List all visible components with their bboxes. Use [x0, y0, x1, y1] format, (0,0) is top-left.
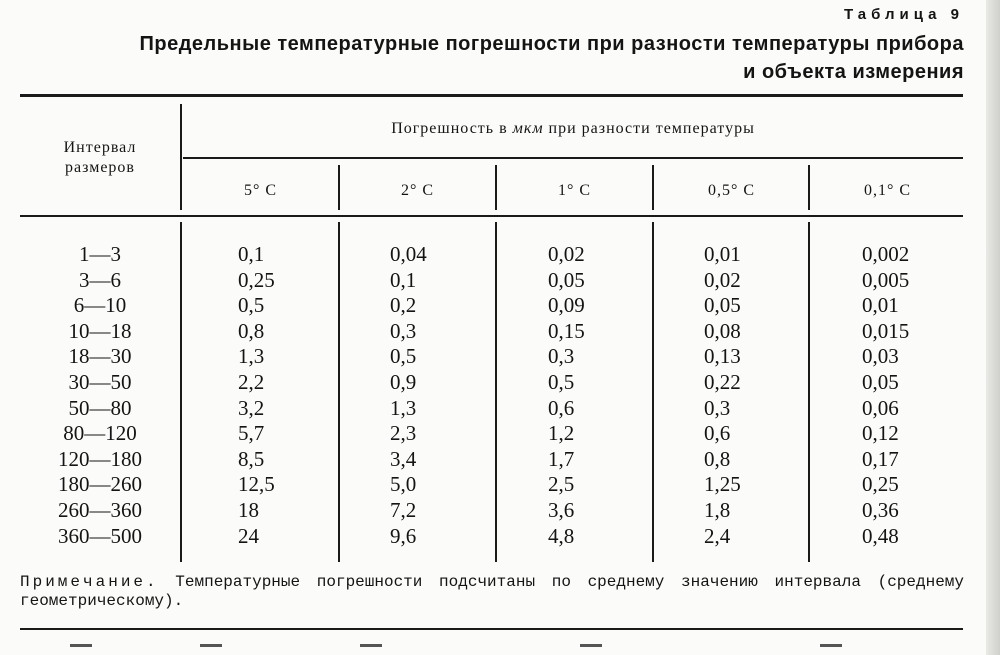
value-cell: 0,12 — [862, 421, 899, 446]
value-cell: 2,4 — [704, 523, 731, 548]
group-header-unit: мкм — [512, 120, 544, 137]
value-cell: 0,3 — [548, 344, 575, 369]
value-cell: 0,005 — [862, 267, 910, 292]
value-cell: 0,8 — [238, 318, 265, 343]
value-cell: 3,6 — [548, 497, 575, 522]
value-cell: 18 — [238, 497, 259, 522]
value-cell: 0,5 — [390, 344, 417, 369]
value-cell: 1,3 — [390, 395, 417, 420]
stub-column-divider — [180, 104, 182, 210]
row-header — [20, 138, 180, 178]
interval-cell: 180—260 — [58, 472, 142, 497]
column-header-0-5c: 0,5° С — [707, 182, 756, 199]
value-cell: 0,3 — [704, 395, 731, 420]
interval-cell: 30—50 — [68, 369, 132, 394]
value-cell: 0,25 — [862, 472, 899, 497]
value-cell: 0,36 — [862, 497, 899, 522]
interval-column — [20, 242, 180, 549]
value-cell: 0,002 — [862, 242, 910, 266]
value-cell: 0,05 — [704, 293, 741, 318]
value-cell: 0,5 — [238, 293, 265, 318]
value-cell: 2,2 — [238, 369, 265, 394]
table-number-label: Таблица 9 — [843, 6, 964, 23]
value-cell: 0,03 — [862, 344, 899, 369]
value-cell: 0,1 — [390, 267, 417, 292]
value-cell: 0,48 — [862, 523, 899, 548]
value-column-0-5c — [704, 242, 741, 549]
value-cell: 2,5 — [548, 472, 575, 497]
value-column-5c — [238, 242, 275, 549]
value-cell: 9,6 — [390, 523, 417, 548]
value-cell: 1,2 — [548, 421, 575, 446]
interval-cell: 80—120 — [63, 421, 137, 446]
header-bottom-rule — [20, 215, 963, 217]
group-header-text-end: при разности температуры — [543, 120, 755, 137]
value-cell: 1,25 — [704, 472, 741, 497]
value-cell: 0,09 — [548, 293, 585, 318]
column-divider — [652, 222, 654, 562]
interval-cell: 260—360 — [58, 497, 142, 522]
value-cell: 0,05 — [548, 267, 585, 292]
value-cell: 0,05 — [862, 369, 899, 394]
value-cell: 0,22 — [704, 369, 741, 394]
group-header-text: Погрешность в — [391, 120, 513, 137]
column-header-0-1c: 0,1° С — [863, 182, 912, 199]
value-cell: 3,4 — [390, 446, 417, 471]
value-cell: 0,25 — [238, 267, 275, 292]
value-cell: 0,17 — [862, 446, 899, 471]
value-cell: 0,13 — [704, 344, 741, 369]
value-cell: 7,2 — [390, 497, 417, 522]
column-divider — [338, 222, 340, 562]
value-cell: 1,8 — [704, 497, 731, 522]
value-cell: 0,2 — [390, 293, 417, 318]
value-cell: 8,5 — [238, 446, 265, 471]
value-column-2c — [390, 242, 427, 549]
interval-cell: 6—10 — [73, 293, 127, 318]
value-cell: 1,3 — [238, 344, 265, 369]
group-header — [183, 119, 963, 139]
value-cell: 0,5 — [548, 369, 575, 394]
note-bottom-rule — [20, 628, 963, 630]
value-cell: 0,3 — [390, 318, 417, 343]
interval-cell: 50—80 — [68, 395, 132, 420]
value-cell: 3,2 — [238, 395, 265, 420]
value-cell: 4,8 — [548, 523, 575, 548]
column-header-5c: 5° С — [243, 182, 278, 199]
value-cell: 0,15 — [548, 318, 585, 343]
column-divider — [808, 222, 810, 562]
interval-cell: 18—30 — [68, 344, 132, 369]
value-cell: 0,015 — [862, 318, 910, 343]
table-title-line-1: Предельные температурные погрешности при разности температуры прибора — [139, 33, 964, 55]
cut-off-next-text — [60, 644, 940, 655]
value-cell: 24 — [238, 523, 259, 548]
value-cell: 0,02 — [704, 267, 741, 292]
value-cell: 0,04 — [390, 242, 427, 266]
table-title-line-2: и объекта измерения — [743, 61, 964, 83]
value-cell: 0,6 — [548, 395, 575, 420]
value-column-0-1c — [862, 242, 909, 549]
column-header-1c: 1° С — [557, 182, 592, 199]
value-cell: 0,02 — [548, 242, 585, 266]
value-column-1c — [548, 242, 585, 549]
value-cell: 5,0 — [390, 472, 417, 497]
page-edge-shadow — [986, 0, 1000, 655]
table-note — [20, 573, 964, 611]
value-cell: 0,08 — [704, 318, 741, 343]
interval-cell: 1—3 — [79, 242, 121, 266]
value-cell: 0,06 — [862, 395, 899, 420]
interval-cell: 10—18 — [68, 318, 132, 343]
note-label: Примечание. — [20, 573, 159, 591]
value-cell: 12,5 — [238, 472, 275, 497]
value-cell: 5,7 — [238, 421, 265, 446]
group-header-rule — [183, 157, 963, 159]
table-top-rule — [20, 94, 963, 97]
value-cell: 0,6 — [704, 421, 731, 446]
value-cell: 1,7 — [548, 446, 575, 471]
stub-column-divider-body — [180, 222, 182, 562]
row-header-line-2: размеров — [65, 159, 135, 176]
interval-cell: 120—180 — [58, 446, 142, 471]
value-cell: 0,9 — [390, 369, 417, 394]
row-header-line-1: Интервал — [63, 139, 137, 156]
value-cell: 0,01 — [704, 242, 741, 266]
note-text: Температурные погрешности подсчитаны по среднему значению интервала (среднему геометрическому). — [20, 573, 964, 610]
table-title — [20, 30, 964, 86]
interval-cell: 3—6 — [79, 267, 121, 292]
column-header-2c: 2° С — [400, 182, 435, 199]
value-cell: 0,01 — [862, 293, 899, 318]
value-cell: 2,3 — [390, 421, 417, 446]
value-cell: 0,1 — [238, 242, 265, 266]
value-cell: 0,8 — [704, 446, 731, 471]
interval-cell: 360—500 — [58, 523, 142, 548]
column-divider — [495, 222, 497, 562]
